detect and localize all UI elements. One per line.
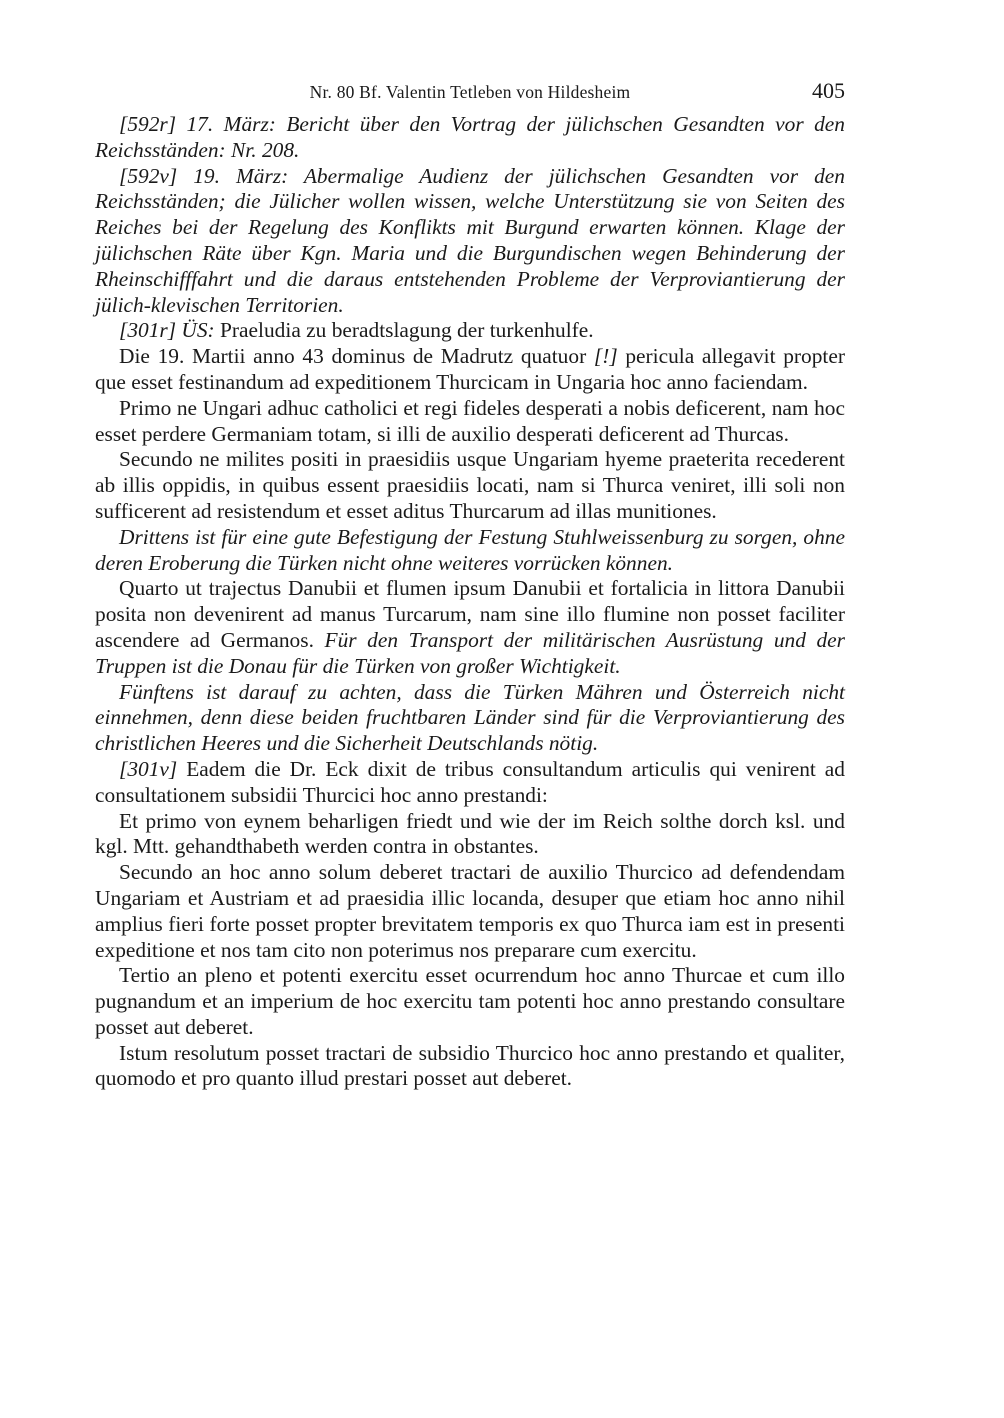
- text-segment: Tertio an pleno et potenti exercitu esset ocurrendum hoc anno Thurcae et cum illo pugnandum et an imperium de hoc exercitu tam potenti hoc anno prestando consultare posset aut deberet.: [95, 963, 845, 1039]
- italic-text-segment: [!]: [593, 344, 618, 369]
- italic-text-segment: [301v]: [119, 756, 178, 781]
- running-title: Nr. 80 Bf. Valentin Tetleben von Hildesheim: [309, 82, 631, 102]
- paragraph: [95, 164, 845, 319]
- paragraph: [95, 525, 845, 577]
- paragraph: [95, 344, 845, 396]
- paragraph: [95, 680, 845, 757]
- paragraph: [95, 1041, 845, 1093]
- text-segment: Quarto ut trajectus Danubii et flumen ipsum Danubii et fortalicia in littora Danubii posita non devenirent ad manus Turcarum, nam sine illo flumine non posset faciliter ascendere ad Germanos.: [95, 576, 845, 652]
- paragraph: [95, 447, 845, 524]
- paragraph: [95, 860, 845, 963]
- text-segment: Istum resolutum posset tractari de subsidio Thurcico hoc anno prestando et qualiter, quomodo et pro quanto illud prestari posset aut deberet.: [95, 1040, 845, 1091]
- paragraph: [95, 757, 845, 809]
- paragraph: [95, 318, 845, 344]
- paragraph: [95, 809, 845, 861]
- text-segment: Secundo ne milites positi in praesidiis usque Ungariam hyeme praeterita recederent ab illis oppidis, in quibus essent praesidiis locati, nam si Thurca veniret, illi soli non sufficerent ad resistendum et esset aditus Thurcarum ad illas munitiones.: [95, 447, 845, 523]
- document-page: [95, 78, 845, 1092]
- text-segment: Et primo von eynem beharligen friedt und wie der im Reich solthe dorch ksl. und kgl. Mtt. gehandthabeth werden contra in obstantes.: [95, 808, 845, 859]
- text-segment: Secundo an hoc anno solum deberet tractari de auxilio Thurcico ad defendendam Ungariam et Austriam et ad praesidia illic locanda, desuper que etiam hoc anno nihil amplius fieri forte posset propter brevitatem temporis ex quo Thurca iam est in presenti expeditione et nos tam cito non poterimus nos preparare cum exercitu.: [95, 860, 845, 962]
- page-number: 405: [812, 78, 845, 103]
- running-header: [95, 78, 845, 112]
- italic-text-segment: [592r] 17. März: Bericht über den Vortrag der jülichschen Gesandten vor den Reichsständen: Nr. 208.: [95, 112, 845, 162]
- text-segment: Die 19. Martii anno 43 dominus de Madrutz quatuor: [119, 344, 594, 369]
- text-segment: Eadem die Dr. Eck dixit de tribus consultandum articulis qui venirent ad consultationem subsidii Thurcici hoc anno prestandi:: [95, 756, 845, 807]
- italic-text-segment: Für den Transport der militärischen Ausrüstung und der Truppen ist die Donau für die Türken von großer Wichtigkeit.: [95, 627, 845, 678]
- italic-text-segment: Fünftens ist darauf zu achten, dass die Türken Mähren und Österreich nicht einnehmen, denn diese beiden fruchtbaren Länder sind für die Verproviantierung des christlichen Heeres und die Sicherheit Deutschlands nötig.: [95, 679, 845, 756]
- text-segment: Praeludia zu beradtslagung der turkenhulfe.: [214, 318, 594, 343]
- paragraph: [95, 963, 845, 1040]
- text-segment: Primo ne Ungari adhuc catholici et regi fideles desperati a nobis deficerent, nam hoc esset perdere Germaniam totam, si illi de auxilio desperati deficerent ad Thurcas.: [95, 395, 845, 446]
- text-segment: pericula allegavit propter que esset festinandum ad expeditionem Thurcicam in Ungaria hoc anno faciendam.: [95, 344, 845, 394]
- body-text: [95, 112, 845, 1092]
- paragraph: [95, 576, 845, 679]
- paragraph: [95, 112, 845, 164]
- italic-text-segment: [301r] ÜS:: [119, 318, 215, 343]
- italic-text-segment: [592v] 19. März: Abermalige Audienz der jülichschen Gesandten vor den Reichsständen; die Jülicher wollen wissen, welche Unterstützung sie von Seiten des Reiches bei der Regelung des Konflikts mit Burgund erwarten können. Klage der jülichschen Räte über Kgn. Maria und die Burgundischen wegen Behinderung der Rheinschifffahrt und die daraus entstehenden Probleme der Verproviantierung der jülich-klevischen Territorien.: [95, 163, 845, 317]
- italic-text-segment: Drittens ist für eine gute Befestigung der Festung Stuhlweissenburg zu sorgen, ohne deren Eroberung die Türken nicht ohne weiteres vorrücken können.: [95, 524, 845, 575]
- paragraph: [95, 396, 845, 448]
